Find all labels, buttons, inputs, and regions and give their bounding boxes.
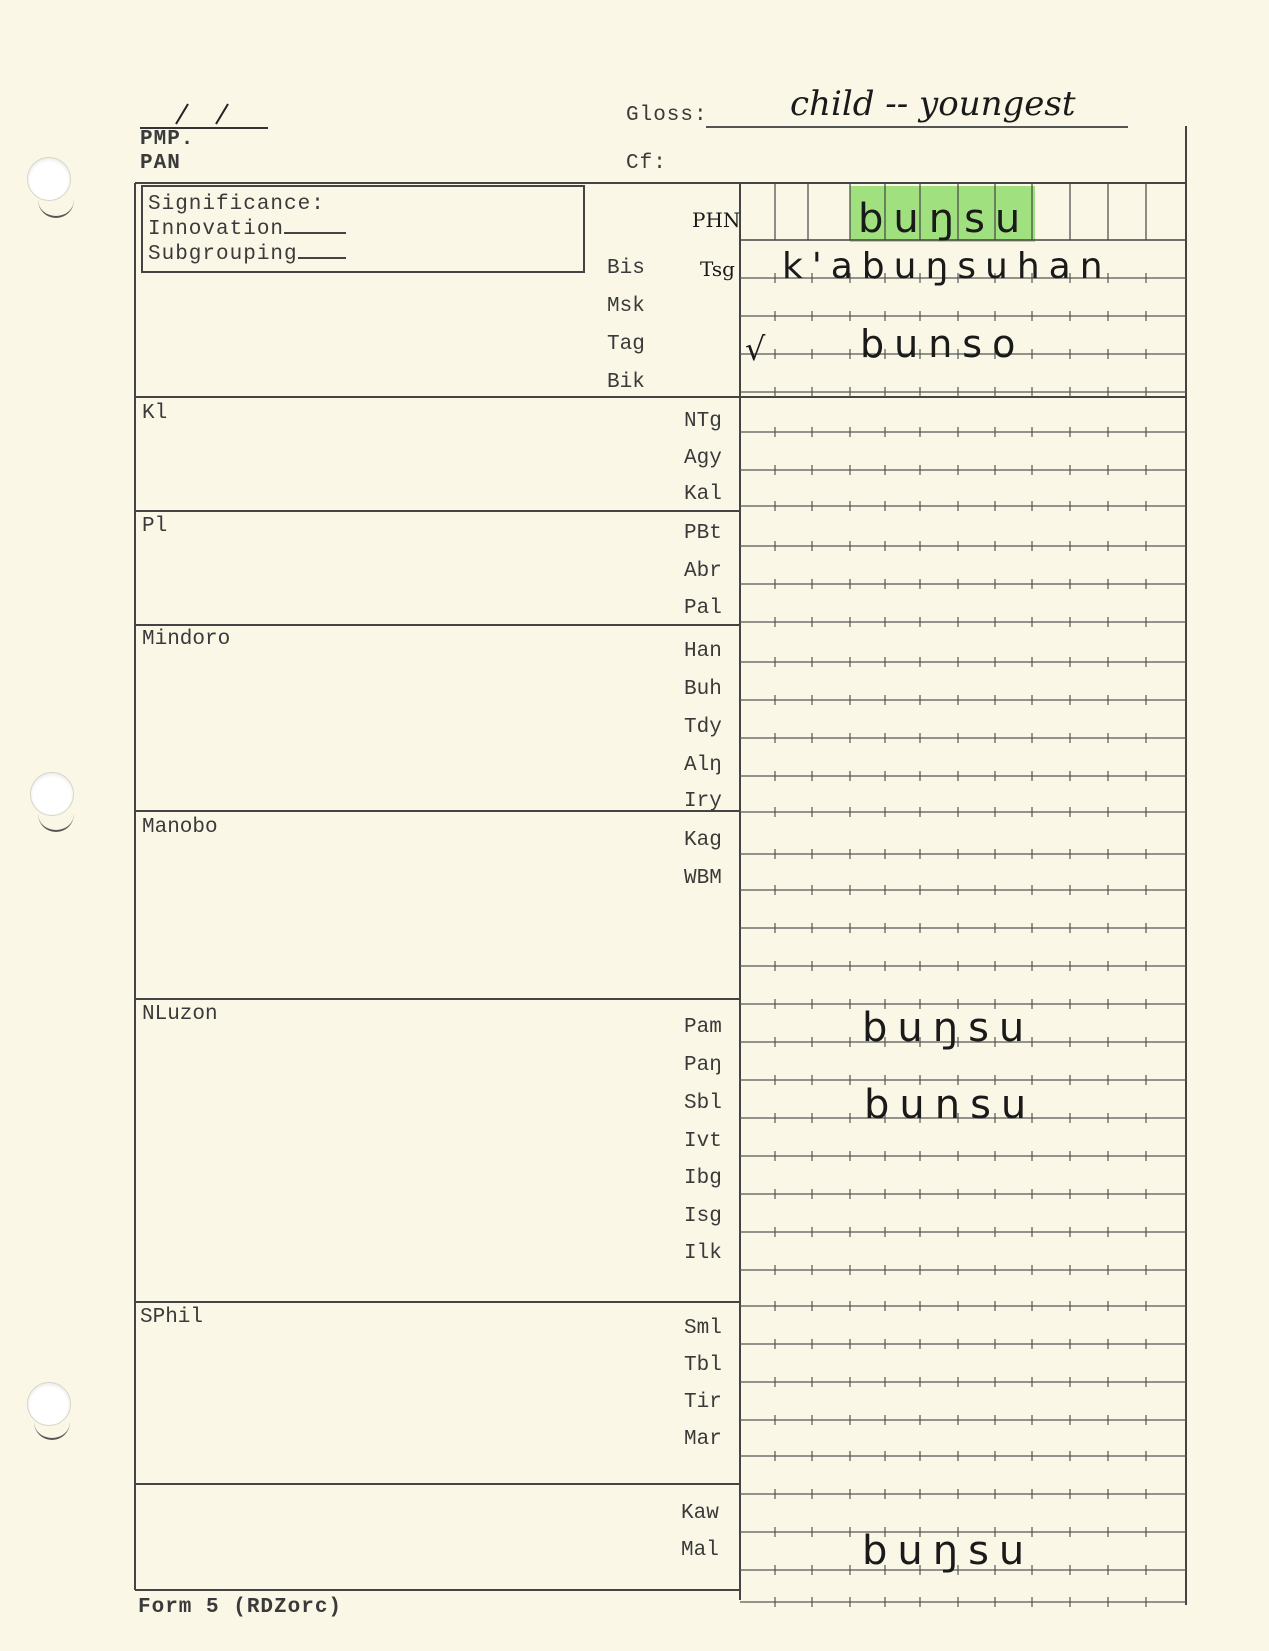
entry-mal: buŋsu xyxy=(862,1528,1035,1574)
lang-buh: Buh xyxy=(684,678,722,701)
lang-kag: Kag xyxy=(684,829,722,852)
lang-agy: Agy xyxy=(684,447,722,470)
lang-sml: Sml xyxy=(684,1317,722,1340)
lang-phn: PHN xyxy=(692,208,741,232)
lang-pal: Pal xyxy=(684,597,722,620)
lang-kaw: Kaw xyxy=(681,1502,719,1525)
subgrouping-blank xyxy=(298,257,346,259)
lang-bik: Bik xyxy=(607,371,645,394)
lang-sbl: Sbl xyxy=(684,1092,722,1115)
lang-mar: Mar xyxy=(684,1428,722,1451)
entry-pam: buŋsu xyxy=(862,1005,1035,1051)
cf-label: Cf: xyxy=(626,152,667,175)
entry-tag: bunso xyxy=(860,322,1026,366)
lang-kal: Kal xyxy=(684,483,722,506)
group-kl: Kl xyxy=(142,402,168,425)
innovation-text: Innovation xyxy=(148,218,285,241)
gloss-value: child -- youngest xyxy=(790,84,1076,124)
lang-isg: Isg xyxy=(684,1205,722,1228)
group-nluzon: NLuzon xyxy=(142,1003,218,1026)
significance-title: Significance: xyxy=(148,193,325,216)
lang-mal: Mal xyxy=(681,1539,719,1562)
lang-pbt: PBt xyxy=(684,522,722,545)
group-manobo: Manobo xyxy=(142,816,218,839)
lang-pan: Paŋ xyxy=(684,1054,722,1077)
subgrouping-label xyxy=(148,243,346,266)
lang-tbl: Tbl xyxy=(684,1354,722,1377)
lang-tag: Tag xyxy=(607,333,645,356)
pan-label: PAN xyxy=(140,152,181,175)
lang-bis: Bis xyxy=(607,257,645,280)
lang-tdy: Tdy xyxy=(684,716,722,739)
entry-tsg: k'abuŋsuhan xyxy=(782,246,1112,287)
lang-tir: Tir xyxy=(684,1391,722,1414)
lang-msk: Msk xyxy=(607,295,645,318)
subgrouping-text: Subgrouping xyxy=(148,243,298,266)
group-pl: Pl xyxy=(142,515,168,538)
lang-ntg: NTg xyxy=(684,410,722,433)
gloss-label: Gloss: xyxy=(626,104,708,127)
lang-ivt: Ivt xyxy=(684,1130,722,1153)
form-footer-label: Form 5 (RDZorc) xyxy=(138,1596,343,1619)
lang-wbm: WBM xyxy=(684,867,722,890)
lang-ibg: Ibg xyxy=(684,1167,722,1190)
pmp-label: PMP. xyxy=(140,128,195,151)
entry-phn: buŋsu xyxy=(858,196,1031,242)
tag-check-mark: √ xyxy=(745,330,766,368)
lang-ilk: Ilk xyxy=(684,1242,722,1265)
group-mindoro: Mindoro xyxy=(142,628,231,651)
lang-abr: Abr xyxy=(684,560,722,583)
group-sphil: SPhil xyxy=(140,1306,204,1329)
lang-han: Han xyxy=(684,640,722,663)
lang-aln: Alŋ xyxy=(684,754,722,777)
innovation-blank xyxy=(284,232,346,234)
lang-pam: Pam xyxy=(684,1016,722,1039)
lang-iry: Iry xyxy=(684,790,722,813)
innovation-label xyxy=(148,218,346,241)
lang-bis-sub: Tsg xyxy=(700,257,735,281)
entry-sbl: bunsu xyxy=(864,1082,1037,1128)
